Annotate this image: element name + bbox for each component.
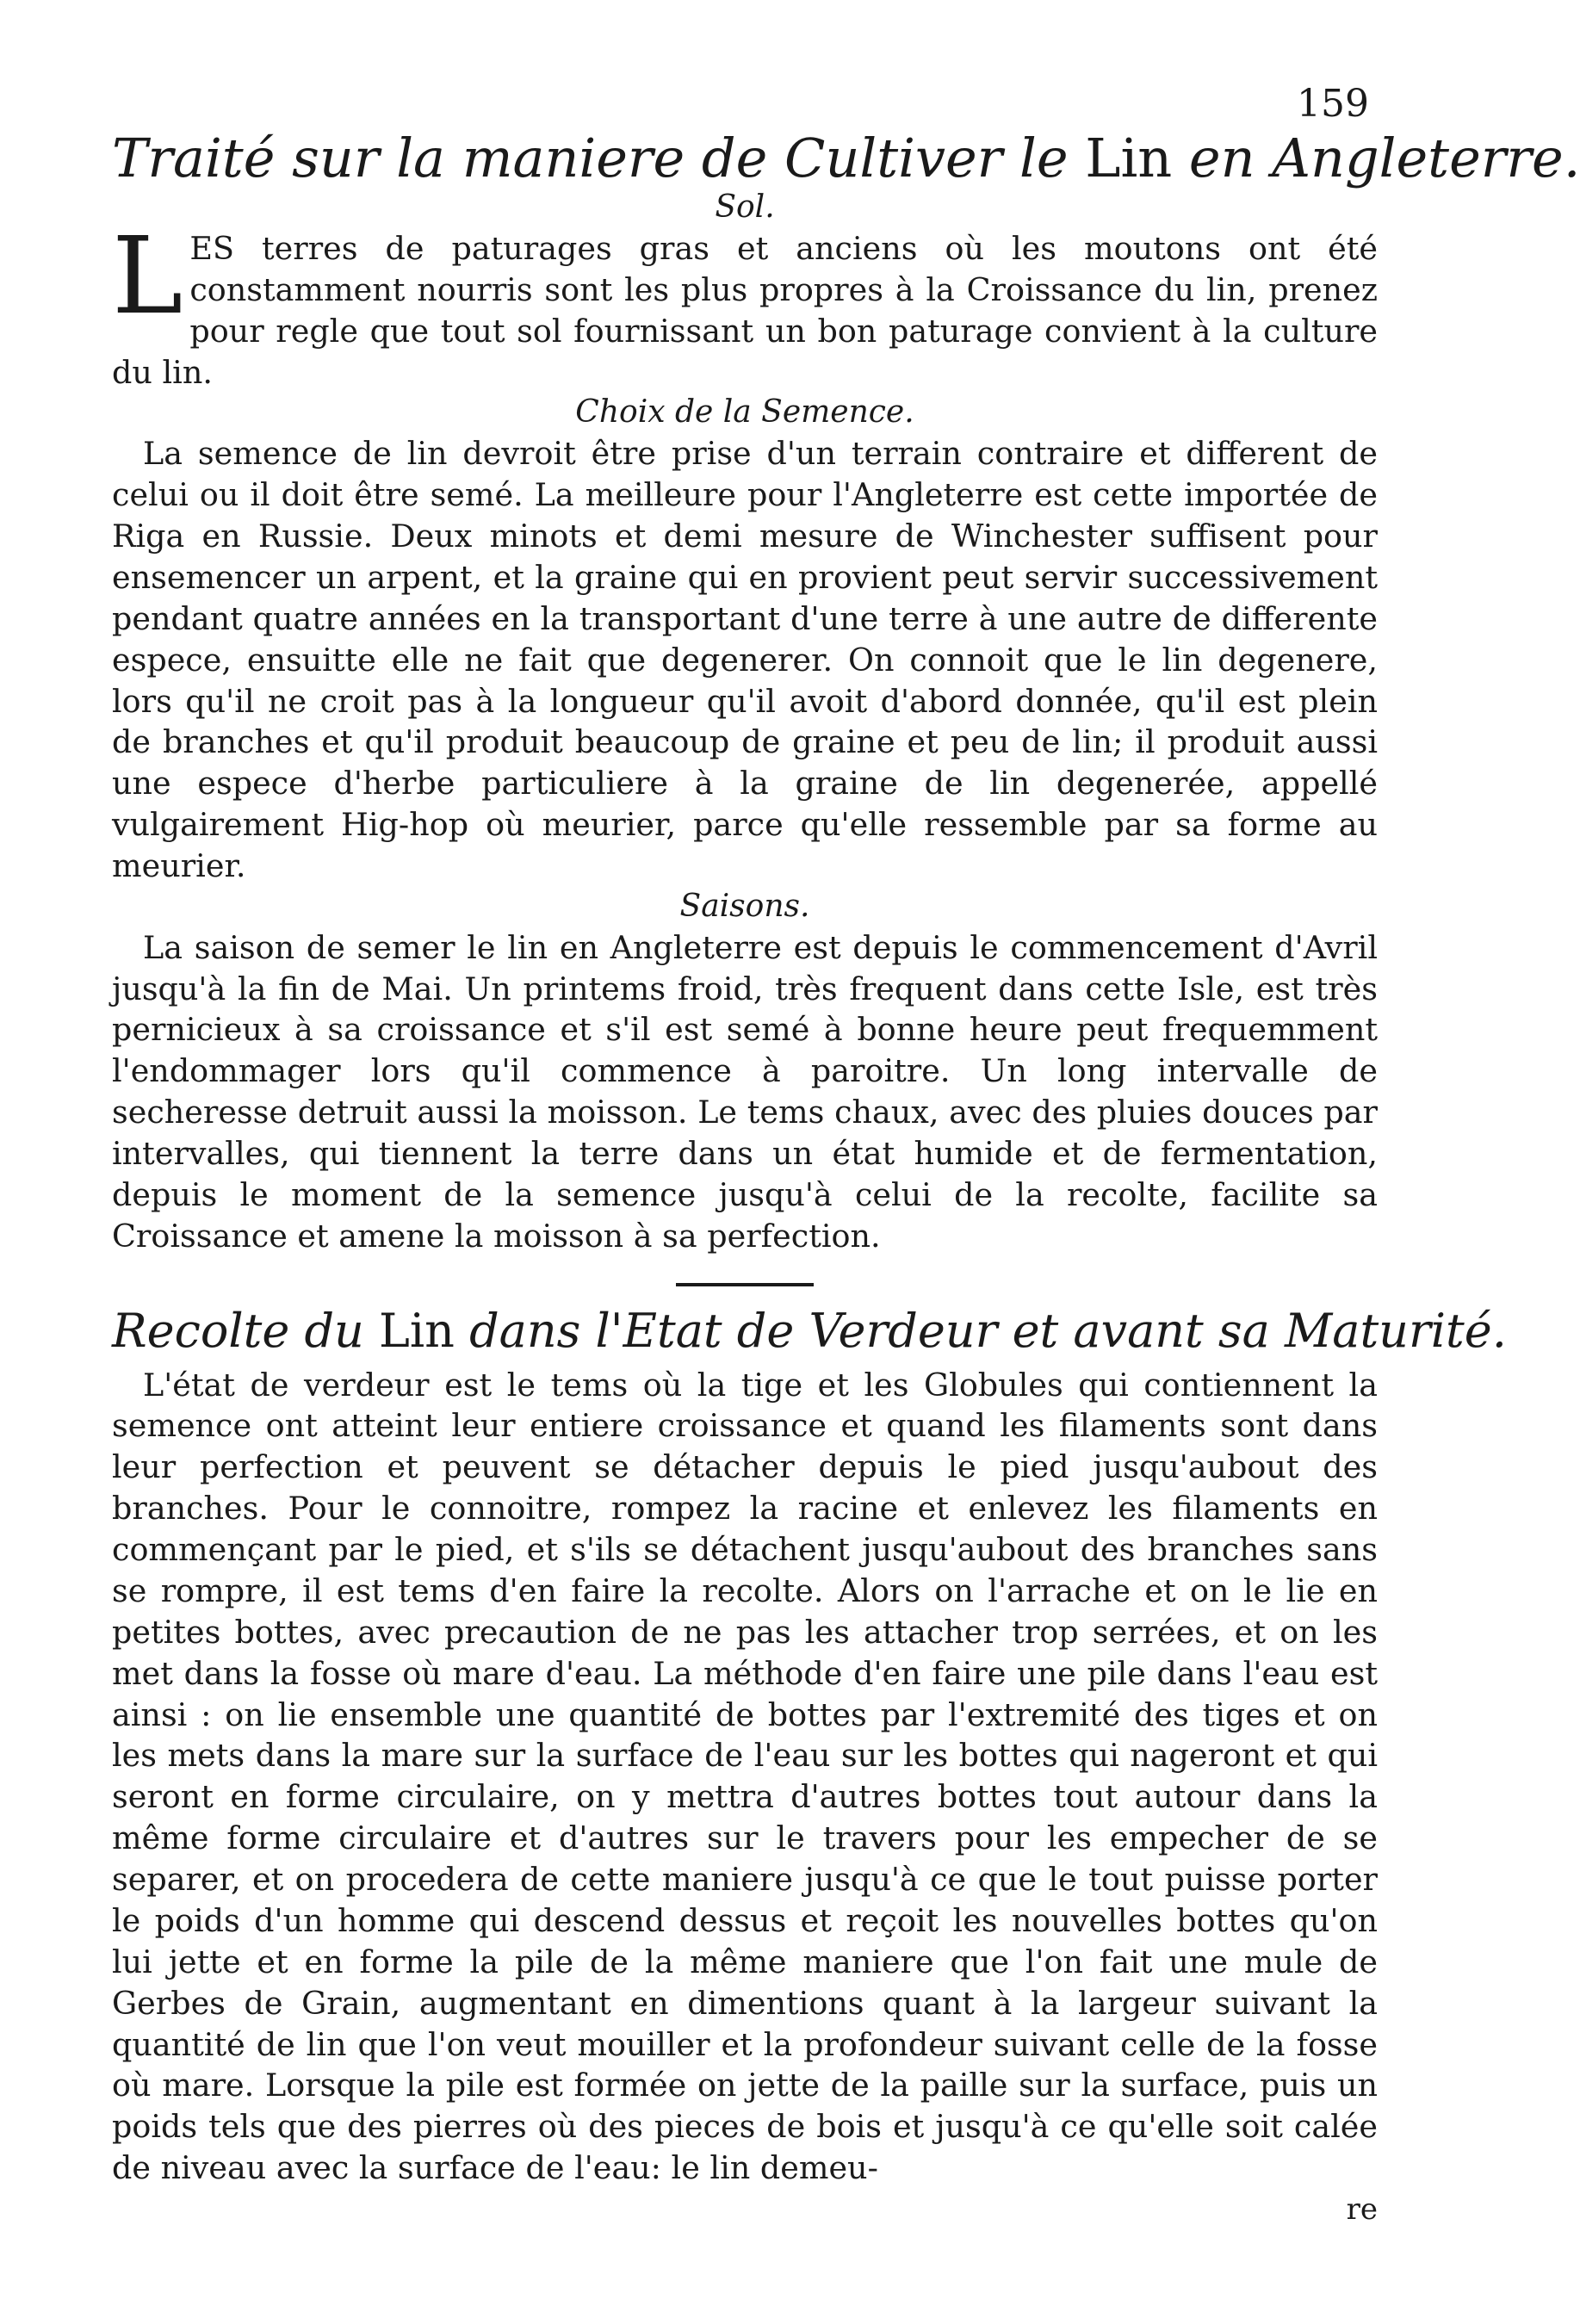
section-title	[112, 1303, 1507, 1360]
choix-heading: Choix de la Semence.	[575, 394, 914, 431]
sol-text: ES terres de paturages gras et anciens où les moutons ont été constamment nourris sont les plus propres à la Croissance du lin, prenez pour regle que tout sol fournissant un bon paturage convient à la culture du lin.	[112, 229, 1378, 391]
section-divider	[676, 1283, 814, 1286]
title-part-1: Traité sur la maniere de Cultiver le	[112, 127, 1086, 189]
sol-heading: Sol.	[715, 189, 775, 226]
title-part-2: Lin	[1085, 127, 1173, 189]
saisons-paragraph: La saison de semer le lin en Angleterre est depuis le commencement d'Avril jusqu'à la fin de Mai. Un printems froid, très frequent dans cette Isle, est très pernicieux à sa croissance et s'il est semé à bonne heure peut frequemment l'endommager lors qu'il commence à paroitre. Un long intervalle de secheresse detruit aussi la moisson. Le tems chaux, avec des pluies douces par intervalles, qui tiennent la terre dans un état humide et de fermentation, depuis le moment de la semence jusqu'à celui de la recolte, facilite sa Croissance et amene la moisson à sa perfection.	[112, 928, 1378, 1255]
saisons-heading: Saisons.	[679, 888, 810, 924]
page-number: 159	[1297, 82, 1369, 126]
page	[112, 82, 1580, 2228]
section-title-part-2: Lin	[378, 1303, 455, 1358]
page-title	[112, 127, 1580, 189]
sol-paragraph	[112, 214, 1378, 394]
drop-cap: L	[112, 214, 183, 338]
catchword: re	[1346, 2192, 1378, 2227]
section-title-part-1: Recolte du	[112, 1303, 379, 1358]
recolte-paragraph: L'état de verdeur est le tems où la tige et les Globules qui contiennent la semence ont atteint leur entiere croissance et quand les filaments sont dans leur perfection et peuvent se détacher depuis le pied jusqu'aubout des branches. Pour le connoitre, rompez la racine et enlevez les filaments en commençant par le pied, et s'ils se détachent jusqu'aubout des branches sans se rompre, il est tems d'en faire la recolte. Alors on l'arrache et on le lie en petites bottes, avec precaution de ne pas les attacher trop serrées, et on les met dans la fosse où mare d'eau. La méthode d'en faire une pile dans l'eau est ainsi : on lie ensemble une quantité de bottes par l'extremité des tiges et on les mets dans la mare sur la surface de l'eau sur les bottes qui nageront et qui seront en forme circulaire, on y mettra d'autres bottes tout autour dans la même forme circulaire et d'autres sur le travers pour les empecher de se separer, et on procedera de cette maniere jusqu'à ce que le tout puisse porter le poids d'un homme qui descend dessus et reçoit les nouvelles bottes qu'on lui jette et en forme la pile de la même maniere que l'on fait une mule de Gerbes de Grain, augmentant en dimentions quant à la largeur suivant la quantité de lin que l'on veut mouiller et la profondeur suivant celle de la fosse où mare. Lorsque la pile est formée on jette de la paille sur la surface, puis un poids tels que des pierres où des pieces de bois et jusqu'à ce qu'elle soit calée de niveau avec la surface de l'eau: le lin demeu-	[112, 1366, 1378, 2187]
choix-paragraph: La semence de lin devroit être prise d'un terrain contraire et different de celui ou il doit être semé. La meilleure pour l'Angleterre est cette importée de Riga en Russie. Deux minots et demi mesure de Winchester suffisent pour ensemencer un arpent, et la graine qui en provient peut servir successivement pendant quatre années en la transportant d'une terre à une autre de differente espece, ensuitte elle ne fait que degenerer. On connoit que le lin degenere, lors qu'il ne croit pas à la longueur qu'il avoit d'abord donnée, qu'il est plein de branches et qu'il produit beaucoup de graine et peu de lin; il produit aussi une espece d'herbe particuliere à la graine de lin degenerée, appellé vulgairement Hig-hop où meurier, parce qu'elle ressemble par sa forme au meurier.	[112, 435, 1378, 885]
title-part-3: en Angleterre.	[1172, 127, 1580, 189]
section-title-part-3: dans l'Etat de Verdeur et avant sa Maturité.	[454, 1303, 1507, 1358]
